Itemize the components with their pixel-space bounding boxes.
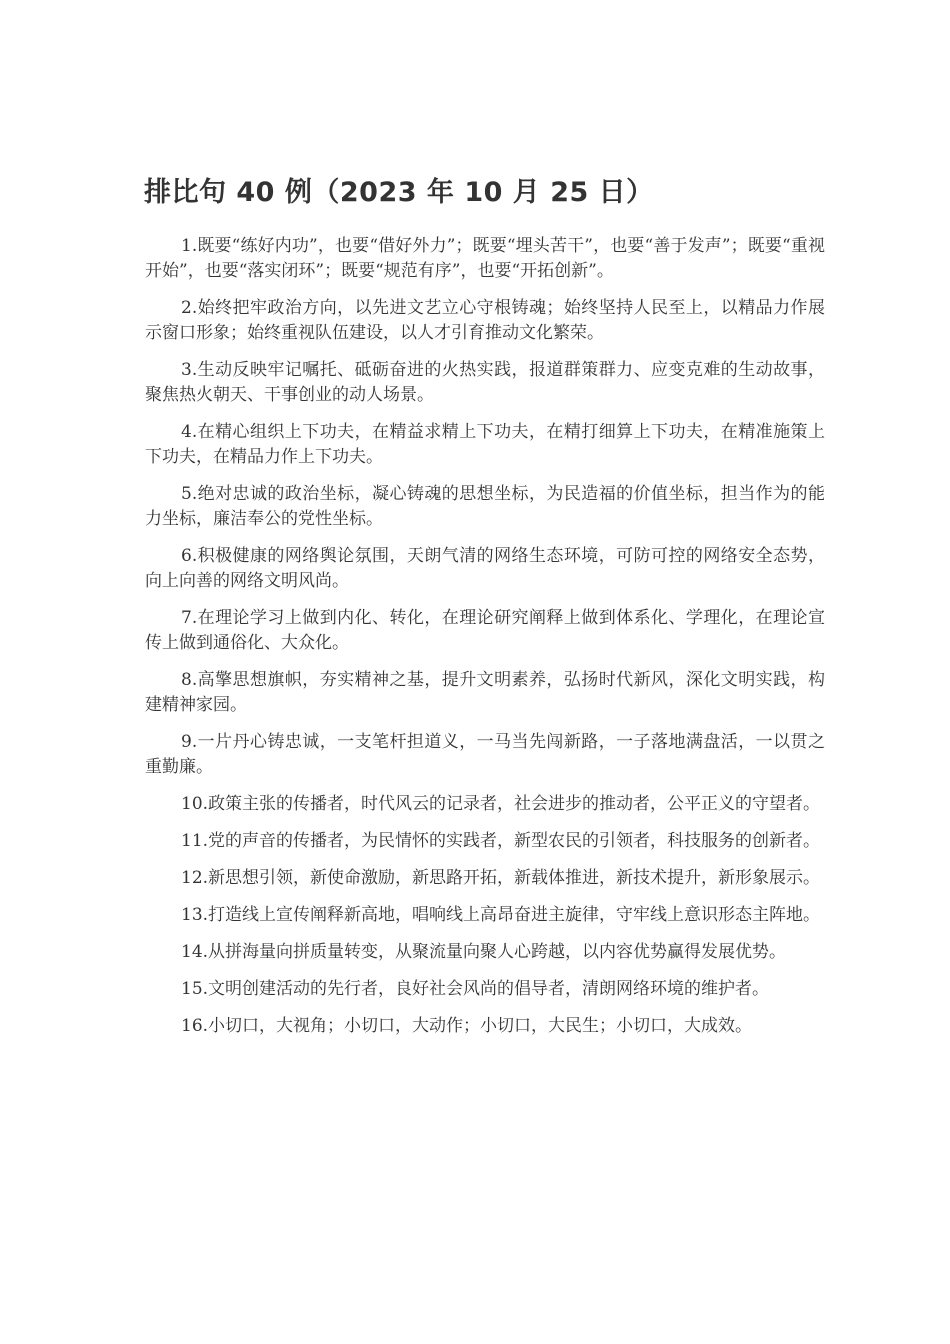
paragraph: 6.积极健康的网络舆论氛围，天朗气清的网络生态环境，可防可控的网络安全态势，向上向善的网络文明风尚。 <box>145 546 825 591</box>
paragraph: 10.政策主张的传播者，时代风云的记录者，社会进步的推动者，公平正义的守望者。 <box>181 794 821 814</box>
paragraph: 8.高擎思想旗帜，夯实精神之基，提升文明素养，弘扬时代新风，深化文明实践，构建精神家园。 <box>145 670 825 715</box>
paragraph: 16.小切口，大视角；小切口，大动作；小切口，大民生；小切口，大成效。 <box>181 1016 753 1036</box>
paragraph: 7.在理论学习上做到内化、转化，在理论研究阐释上做到体系化、学理化，在理论宣传上做到通俗化、大众化。 <box>145 608 825 653</box>
page-title: 排比句 40 例（2023 年 10 月 25 日） <box>144 177 654 209</box>
paragraph: 15.文明创建活动的先行者，良好社会风尚的倡导者，清朗网络环境的维护者。 <box>181 979 770 999</box>
paragraph: 9.一片丹心铸忠诚，一支笔杆担道义，一马当先闯新路，一子落地满盘活，一以贯之重勤廉。 <box>145 732 825 777</box>
paragraph: 11.党的声音的传播者，为民情怀的实践者，新型农民的引领者，科技服务的创新者。 <box>181 831 821 851</box>
paragraph: 1.既要“练好内功”，也要“借好外力”；既要“埋头苦干”，也要“善于发声”；既要“重视开始”，也要“落实闭环”；既要“规范有序”，也要“开拓创新”。 <box>145 236 825 281</box>
paragraph: 12.新思想引领，新使命激励，新思路开拓，新载体推进，新技术提升，新形象展示。 <box>181 868 821 888</box>
paragraph: 5.绝对忠诚的政治坐标，凝心铸魂的思想坐标，为民造福的价值坐标，担当作为的能力坐标，廉洁奉公的党性坐标。 <box>145 484 825 529</box>
paragraph: 14.从拼海量向拼质量转变，从聚流量向聚人心跨越，以内容优势赢得发展优势。 <box>181 942 787 962</box>
document-body <box>145 234 825 1051</box>
paragraph: 4.在精心组织上下功夫，在精益求精上下功夫，在精打细算上下功夫，在精准施策上下功夫，在精品力作上下功夫。 <box>145 422 825 467</box>
paragraph: 13.打造线上宣传阐释新高地，唱响线上高昂奋进主旋律，守牢线上意识形态主阵地。 <box>181 905 821 925</box>
paragraph: 3.生动反映牢记嘱托、砥砺奋进的火热实践，报道群策群力、应变克难的生动故事，聚焦热火朝天、干事创业的动人场景。 <box>145 360 825 405</box>
paragraph: 2.始终把牢政治方向，以先进文艺立心守根铸魂；始终坚持人民至上，以精品力作展示窗口形象；始终重视队伍建设，以人才引育推动文化繁荣。 <box>145 298 825 343</box>
